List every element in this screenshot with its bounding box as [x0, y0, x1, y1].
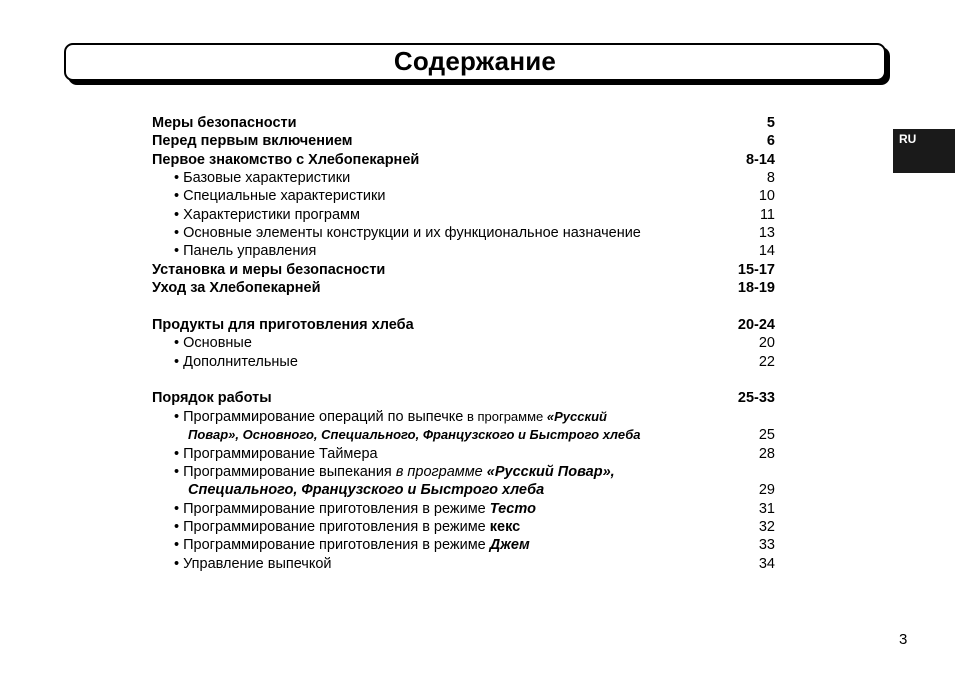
- toc-entry-mode-name: кекс: [489, 519, 521, 535]
- toc-entry-text: Уход за Хлебопекарней: [152, 280, 321, 296]
- toc-entry-text-part: • Программирование приготовления в режиме: [174, 519, 490, 535]
- toc-entry-page: 8: [766, 170, 775, 186]
- toc-entry-text: • Панель управления: [174, 243, 317, 259]
- toc-entry-mode-name: Джем: [489, 537, 530, 553]
- toc-entry-text: • Дополнительные: [174, 354, 298, 370]
- page-number: 3: [899, 631, 908, 648]
- toc-entry-text: • Управление выпечкой: [174, 556, 332, 572]
- toc-entry-text: • Базовые характеристики: [174, 170, 351, 186]
- toc-entry-page: 5: [766, 115, 775, 131]
- page-title: Содержание: [393, 45, 557, 76]
- toc-entry-page: 14: [758, 243, 775, 259]
- toc-entry-mode-name: Тесто: [489, 501, 536, 517]
- toc-entry-text: Меры безопасности: [152, 115, 297, 131]
- toc-entry-text: [174, 518, 520, 536]
- toc-entry-text: Перед первым включением: [152, 133, 353, 149]
- toc-entry-text-part: в программе: [395, 464, 487, 480]
- toc-entry-page: 13: [758, 225, 775, 241]
- toc-entry-text: [174, 408, 607, 426]
- toc-entry-program-name: «Русский Повар»,: [486, 464, 615, 480]
- toc-entry-text: Установка и меры безопасности: [152, 262, 386, 278]
- toc-entry-program-name: «Русский: [546, 409, 607, 424]
- toc-entry-page: 10: [758, 188, 775, 204]
- language-label: RU: [899, 132, 917, 146]
- toc-entry-page: 22: [758, 354, 775, 370]
- toc-entry-text: [174, 463, 615, 481]
- toc-entry-page: 25: [758, 427, 775, 443]
- toc-entry-text: Первое знакомство с Хлебопекарней: [152, 152, 420, 168]
- toc-entry-text: • Характеристики программ: [174, 207, 360, 223]
- toc-entry-page: 33: [758, 537, 775, 553]
- toc-entry-page: 15-17: [737, 262, 775, 278]
- toc-entry-text: [174, 536, 530, 554]
- toc-entry-text: Порядок работы: [152, 390, 272, 406]
- toc-entry-text-part: • Программирование операций по выпечке: [174, 409, 464, 425]
- toc-entry-text: • Основные элементы конструкции и их функциональное назначение: [174, 225, 641, 241]
- toc-entry-page: 34: [758, 556, 775, 572]
- toc-entry-page: 31: [758, 501, 775, 517]
- toc-entry-text-part: • Программирование приготовления в режиме: [174, 537, 490, 553]
- toc-entry-text-part: • Программирование приготовления в режиме: [174, 501, 490, 517]
- toc-entry-text-part: в программе: [463, 409, 547, 424]
- toc-entry-text-part: • Программирование выпекания: [174, 464, 396, 480]
- toc-entry-page: 8-14: [745, 152, 775, 168]
- toc-entry-page: 32: [758, 519, 775, 535]
- toc-entry-page: 28: [758, 446, 775, 462]
- toc-entry-page: 18-19: [737, 280, 775, 296]
- toc-entry-text: [174, 500, 536, 518]
- toc-entry-text: • Основные: [174, 335, 252, 351]
- toc-entry-page: 20: [758, 335, 775, 351]
- toc-entry-text: Продукты для приготовления хлеба: [152, 317, 414, 333]
- toc-entry-program-names: Специального, Французского и Быстрого хлеба: [188, 482, 545, 498]
- toc-entry-page: 29: [758, 482, 775, 498]
- toc-entry-text: • Программирование Таймера: [174, 446, 378, 462]
- toc-entry-page: 6: [766, 133, 775, 149]
- toc-entry-program-names: Повар», Основного, Специального, Французского и Быстрого хлеба: [188, 427, 641, 442]
- toc-entry-text: • Специальные характеристики: [174, 188, 386, 204]
- toc-entry-page: 25-33: [737, 390, 775, 406]
- toc-entry-page: 11: [759, 207, 775, 223]
- toc-entry-page: 20-24: [737, 317, 775, 333]
